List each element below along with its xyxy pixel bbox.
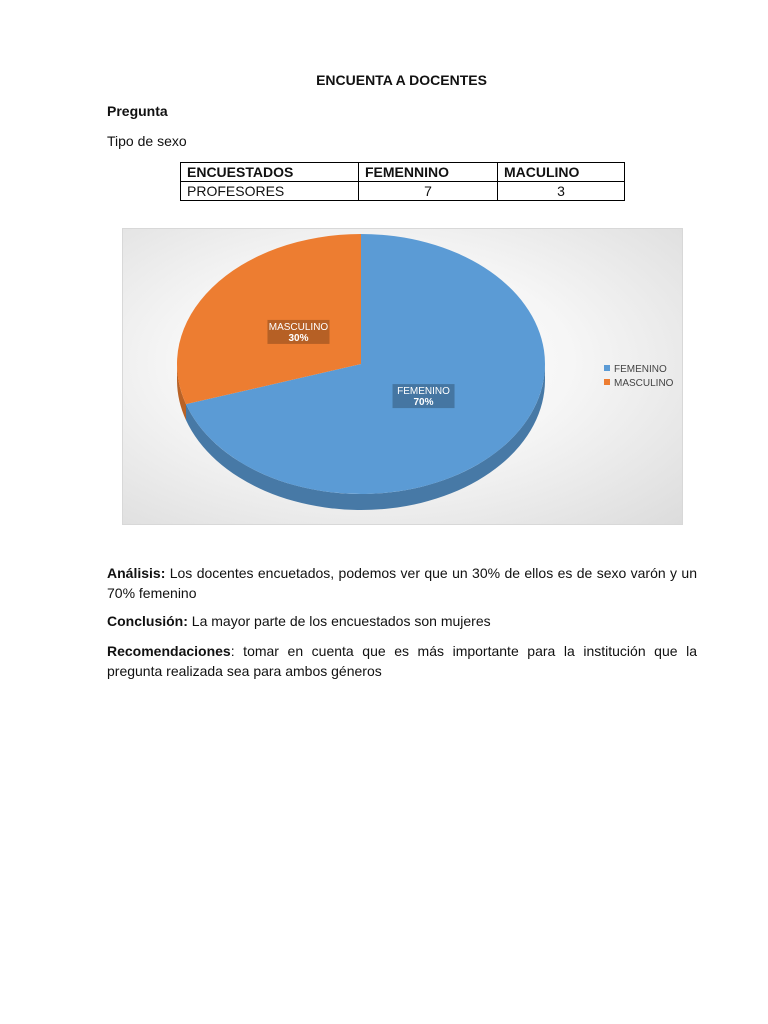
data-label-value: 30% [288, 332, 309, 344]
legend-label: MASCULINO [614, 378, 674, 389]
data-label-masculino [267, 320, 329, 344]
table-header-cell: FEMENNINO [359, 163, 498, 182]
legend-swatch [604, 379, 610, 385]
data-label-femenino [393, 384, 455, 408]
analysis-label: Análisis: [107, 565, 166, 581]
analysis-paragraph [107, 563, 697, 603]
document-title: ENCUENTA A DOCENTES [316, 72, 487, 88]
conclusion-paragraph [107, 611, 697, 631]
legend-swatch [604, 365, 610, 371]
question-text: Tipo de sexo [107, 133, 187, 149]
recommendations-paragraph [107, 641, 697, 681]
legend-item-masculino [604, 378, 674, 389]
table-cell: PROFESORES [181, 182, 359, 201]
pie-chart-svg [123, 229, 682, 524]
data-label-value: 70% [413, 397, 434, 409]
recommendations-text: : tomar en cuenta que es más importante para la institución que la pregunta realizada sea para ambos géneros [107, 643, 697, 679]
data-label-name: FEMENINO [397, 386, 450, 398]
table-cell: 3 [498, 182, 625, 201]
conclusion-text: La mayor parte de los encuestados son mujeres [187, 613, 491, 629]
table-header-cell: ENCUESTADOS [181, 163, 359, 182]
conclusion-label: Conclusión: [107, 613, 188, 629]
table-header-row [181, 163, 625, 182]
survey-table [180, 162, 625, 201]
legend-item-femenino [604, 364, 667, 375]
section-heading: Pregunta [107, 103, 168, 119]
data-label-name: MASCULINO [268, 321, 329, 333]
table-cell: 7 [359, 182, 498, 201]
legend-label: FEMENINO [614, 364, 667, 375]
analysis-text: Los docentes encuetados, podemos ver que un 30% de ellos es de sexo varón y un 70% femenino [107, 565, 697, 601]
pie-chart [122, 228, 683, 525]
table-header-cell: MACULINO [498, 163, 625, 182]
table-row [181, 182, 625, 201]
recommendations-label: Recomendaciones [107, 643, 231, 659]
